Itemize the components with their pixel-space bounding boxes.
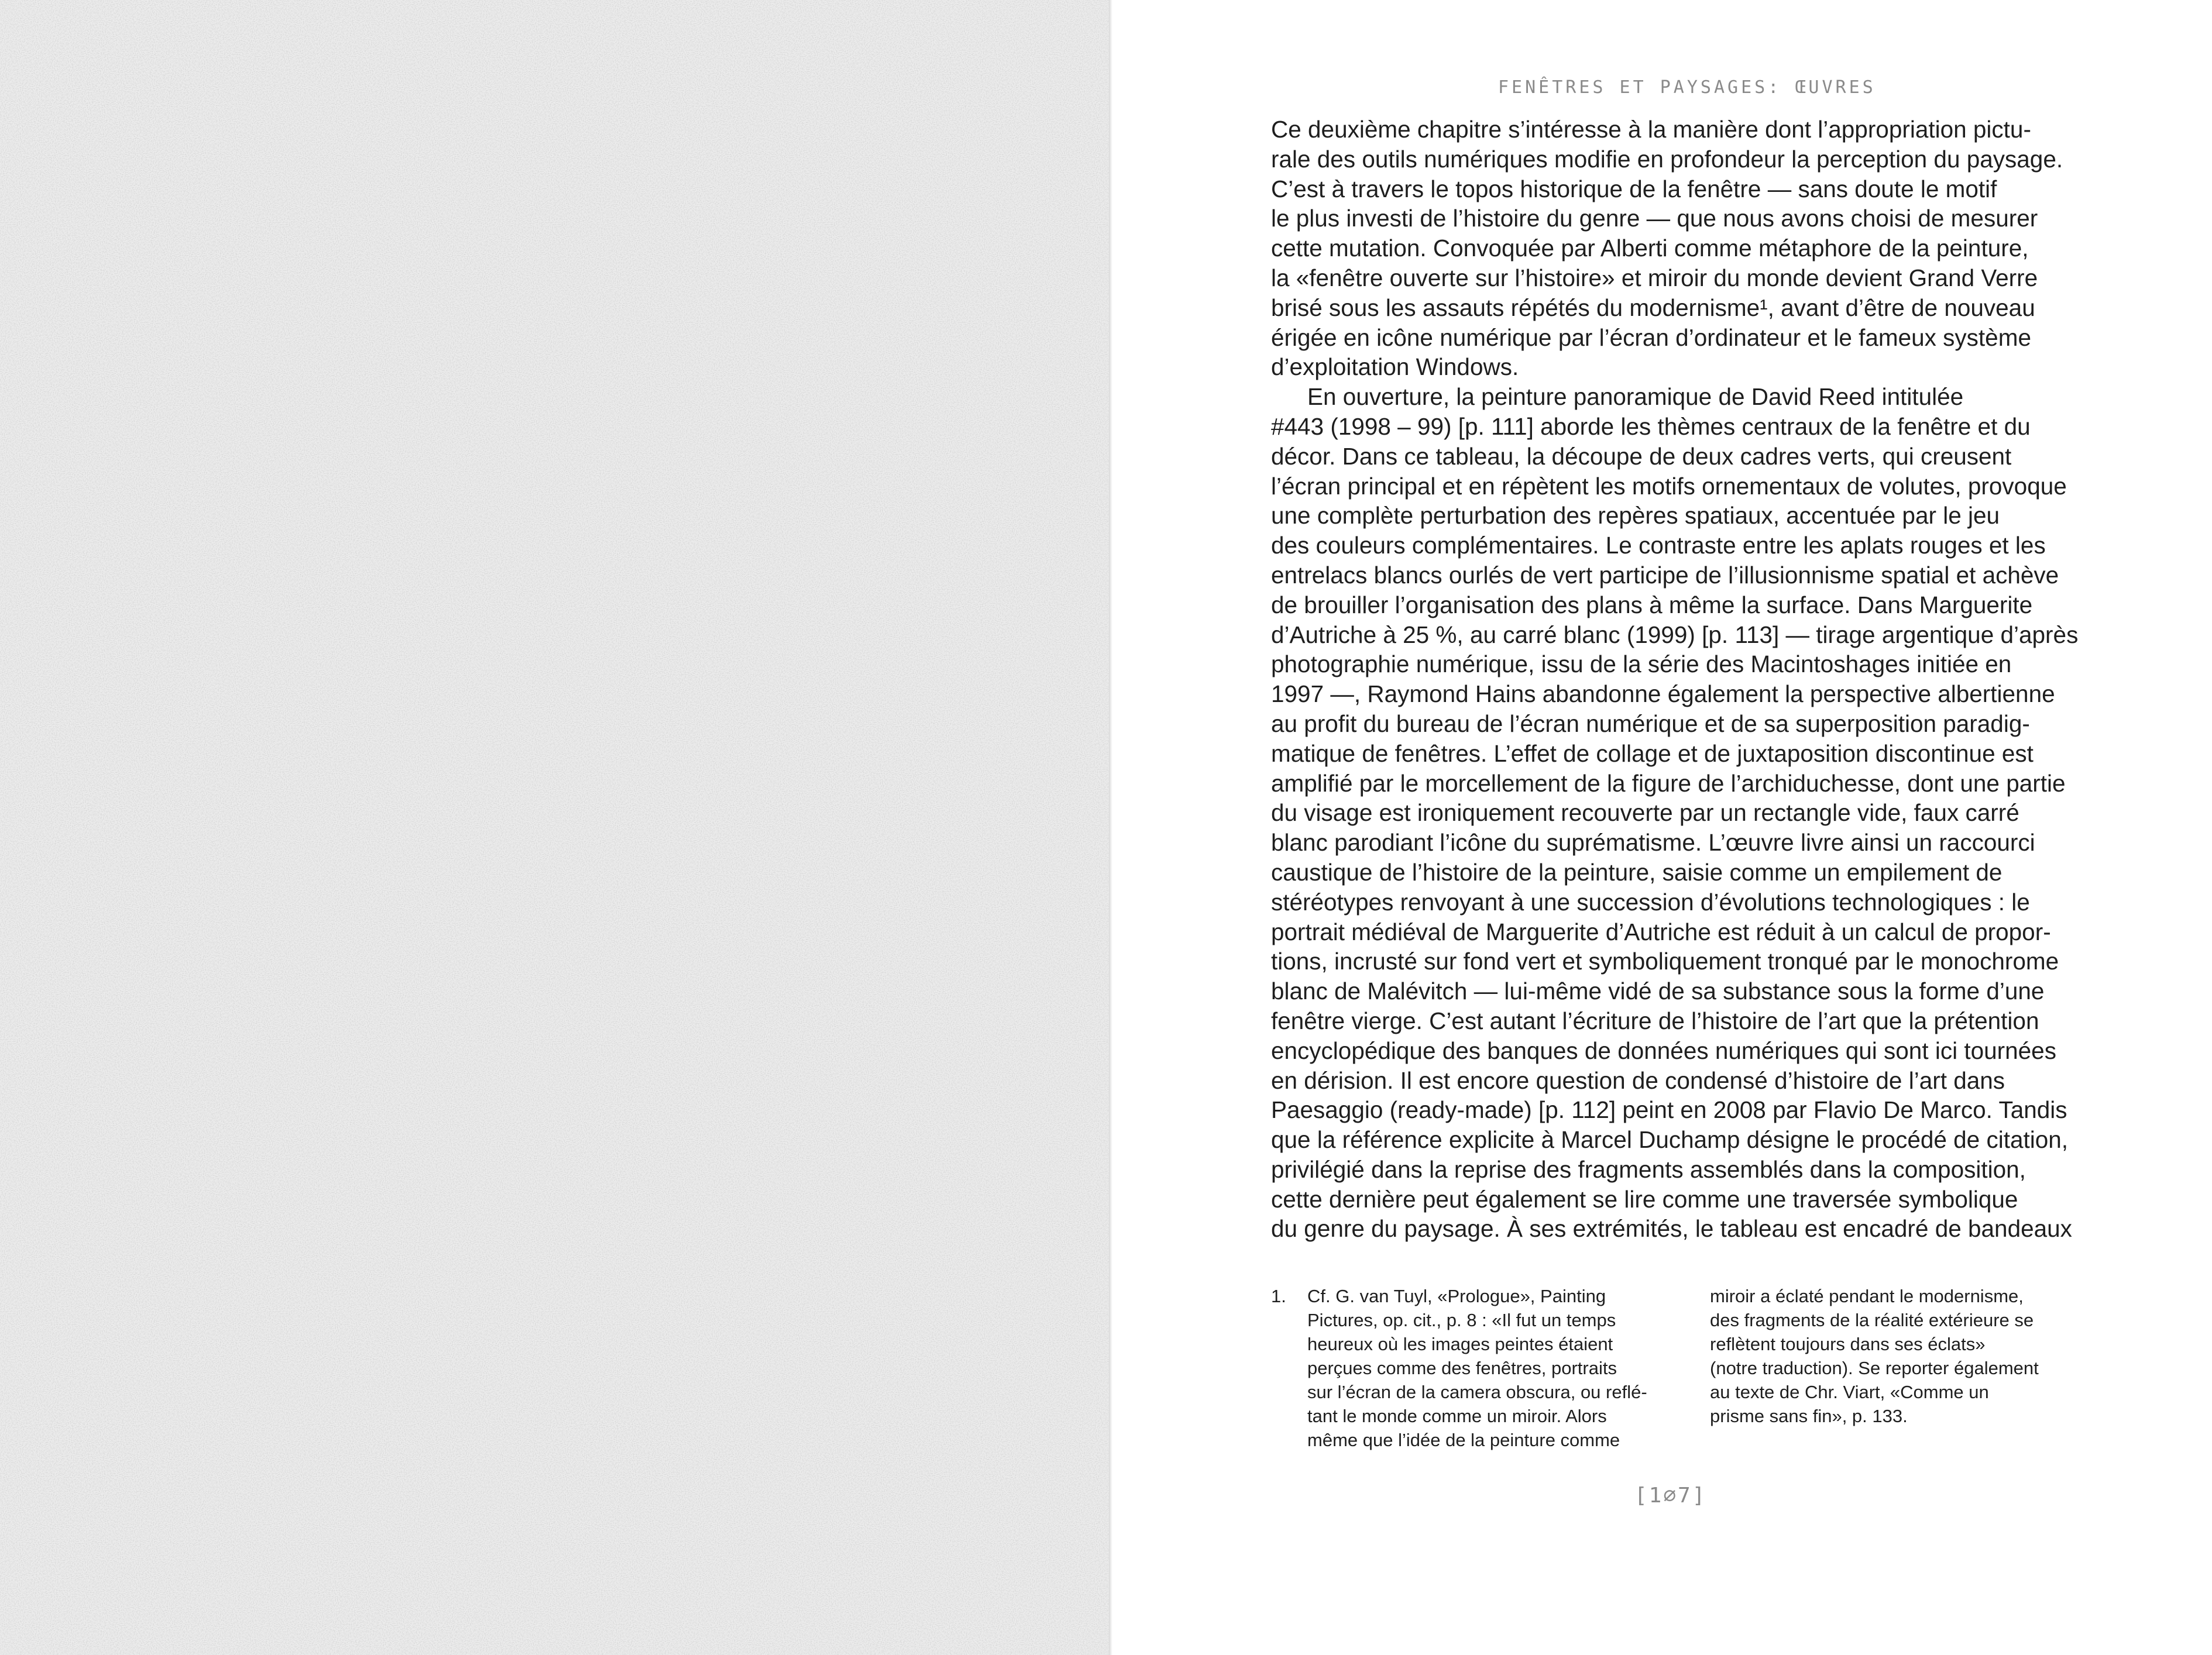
body-line: en dérision. Il est encore question de condensé d’histoire de l’art dans bbox=[1271, 1066, 2005, 1094]
footnote-lines-1 bbox=[1307, 1284, 1670, 1452]
running-head: FENÊTRES ET PAYSAGES: ŒUVRES bbox=[1498, 77, 1876, 98]
body-line: portrait médiéval de Marguerite d’Autriche est réduit à un calcul de propor- bbox=[1271, 918, 2051, 945]
body-line: de brouiller l’organisation des plans à même la surface. Dans Marguerite bbox=[1271, 591, 2033, 618]
footnote-line: des fragments de la réalité extérieure se bbox=[1710, 1310, 2034, 1330]
body-line: cette mutation. Convoquée par Alberti comme métaphore de la peinture, bbox=[1271, 235, 2029, 262]
body-line: blanc de Malévitch — lui-même vidé de sa substance sous la forme d’une bbox=[1271, 978, 2045, 1005]
footnote-line: prisme sans fin», p. 133. bbox=[1710, 1406, 1908, 1426]
body-line: du visage est ironiquement recouverte par un rectangle vide, faux carré bbox=[1271, 799, 2019, 827]
body-line: #443 (1998 – 99) [p. 111] aborde les thèmes centraux de la fenêtre et du bbox=[1271, 412, 2031, 440]
footnote-line: perçues comme des fenêtres, portraits bbox=[1307, 1358, 1617, 1378]
body-line: d’Autriche à 25 %, au carré blanc (1999) [p. 113] — tirage argentique d’après bbox=[1271, 621, 2079, 648]
body-line: décor. Dans ce tableau, la découpe de deux cadres verts, qui creusent bbox=[1271, 442, 2012, 470]
body-line: photographie numérique, issu de la série des Macintoshages initiée en bbox=[1271, 651, 2012, 678]
footnote-line: Cf. G. van Tuyl, «Prologue», Painting bbox=[1307, 1286, 1606, 1306]
footnote-lines-2 bbox=[1710, 1284, 2073, 1428]
body-line: privilégié dans la reprise des fragments assemblés dans la composition, bbox=[1271, 1155, 2026, 1183]
body-line: entrelacs blancs ourlés de vert participe de l’illusionnisme spatial et achève bbox=[1271, 561, 2059, 589]
body-line: caustique de l’histoire de la peinture, saisie comme un empilement de bbox=[1271, 858, 2003, 886]
body-line: rale des outils numériques modifie en profondeur la perception du paysage. bbox=[1271, 145, 2063, 173]
body-line: au profit du bureau de l’écran numérique et de sa superposition paradig- bbox=[1271, 710, 2030, 737]
body-line: cette dernière peut également se lire comme une traversée symbolique bbox=[1271, 1185, 2018, 1213]
body-line: le plus investi de l’histoire du genre — que nous avons choisi de mesurer bbox=[1271, 205, 2038, 232]
body-line: la «fenêtre ouverte sur l’histoire» et miroir du monde devient Grand Verre bbox=[1271, 264, 2038, 291]
body-line: amplifié par le morcellement de la figure de l’archiduchesse, dont une partie bbox=[1271, 769, 2066, 797]
body-line: 1997 —, Raymond Hains abandonne également la perspective albertienne bbox=[1271, 680, 2055, 708]
body-line: C’est à travers le topos historique de la fenêtre — sans doute le motif bbox=[1271, 175, 1997, 202]
body-line: matique de fenêtres. L’effet de collage et de juxtaposition discontinue est bbox=[1271, 739, 2034, 767]
body-line: du genre du paysage. À ses extrémités, le tableau est encadré de bandeaux bbox=[1271, 1215, 2072, 1243]
footnote-line: miroir a éclaté pendant le modernisme, bbox=[1710, 1286, 2024, 1306]
body-line: tions, incrusté sur fond vert et symboliquement tronqué par le monochrome bbox=[1271, 948, 2059, 975]
footnote-line: tant le monde comme un miroir. Alors bbox=[1307, 1406, 1607, 1426]
body-line: Paesaggio (ready-made) [p. 112] peint en 2008 par Flavio De Marco. Tandis bbox=[1271, 1096, 2067, 1124]
footnote-line: sur l’écran de la camera obscura, ou reflé- bbox=[1307, 1382, 1647, 1402]
footnote-line: au texte de Chr. Viart, «Comme un bbox=[1710, 1382, 1989, 1402]
body-line-paragraph-start: En ouverture, la peinture panoramique de David Reed intitulée bbox=[1307, 383, 1964, 411]
page-number: [1∅7] bbox=[1634, 1484, 1707, 1508]
footnote-line: heureux où les images peintes étaient bbox=[1307, 1334, 1613, 1354]
body-line: fenêtre vierge. C’est autant l’écriture de l’histoire de l’art que la prétention bbox=[1271, 1007, 2039, 1034]
body-line: une complète perturbation des repères spatiaux, accentuée par le jeu bbox=[1271, 502, 2000, 529]
footnote-line: reflètent toujours dans ses éclats» bbox=[1710, 1334, 1986, 1354]
body-line: que la référence explicite à Marcel Duchamp désigne le procédé de citation, bbox=[1271, 1126, 2069, 1154]
footnote-line: (notre traduction). Se reporter également bbox=[1710, 1358, 2039, 1378]
body-line: Ce deuxième chapitre s’intéresse à la manière dont l’appropriation pictu- bbox=[1271, 116, 2031, 143]
body-line: stéréotypes renvoyant à une succession d’évolutions technologiques : le bbox=[1271, 888, 2030, 916]
body-line: érigée en icône numérique par l’écran d’ordinateur et le fameux système bbox=[1271, 324, 2031, 351]
body-line: d’exploitation Windows. bbox=[1271, 353, 1519, 381]
body-text bbox=[1271, 115, 2079, 1244]
footnote-line: même que l’idée de la peinture comme bbox=[1307, 1430, 1620, 1450]
body-line: blanc parodiant l’icône du suprématisme. L’œuvre livre ainsi un raccourci bbox=[1271, 829, 2035, 856]
body-line: des couleurs complémentaires. Le contraste entre les aplats rouges et les bbox=[1271, 532, 2046, 559]
body-line: encyclopédique des banques de données numériques qui sont ici tournées bbox=[1271, 1037, 2056, 1064]
body-line: brisé sous les assauts répétés du modernisme¹, avant d’être de nouveau bbox=[1271, 294, 2035, 321]
body-line: l’écran principal et en répètent les motifs ornementaux de volutes, provoque bbox=[1271, 472, 2067, 500]
footnote-number: 1. bbox=[1271, 1286, 1286, 1306]
footnote-line: Pictures, op. cit., p. 8 : «Il fut un temps bbox=[1307, 1310, 1616, 1330]
